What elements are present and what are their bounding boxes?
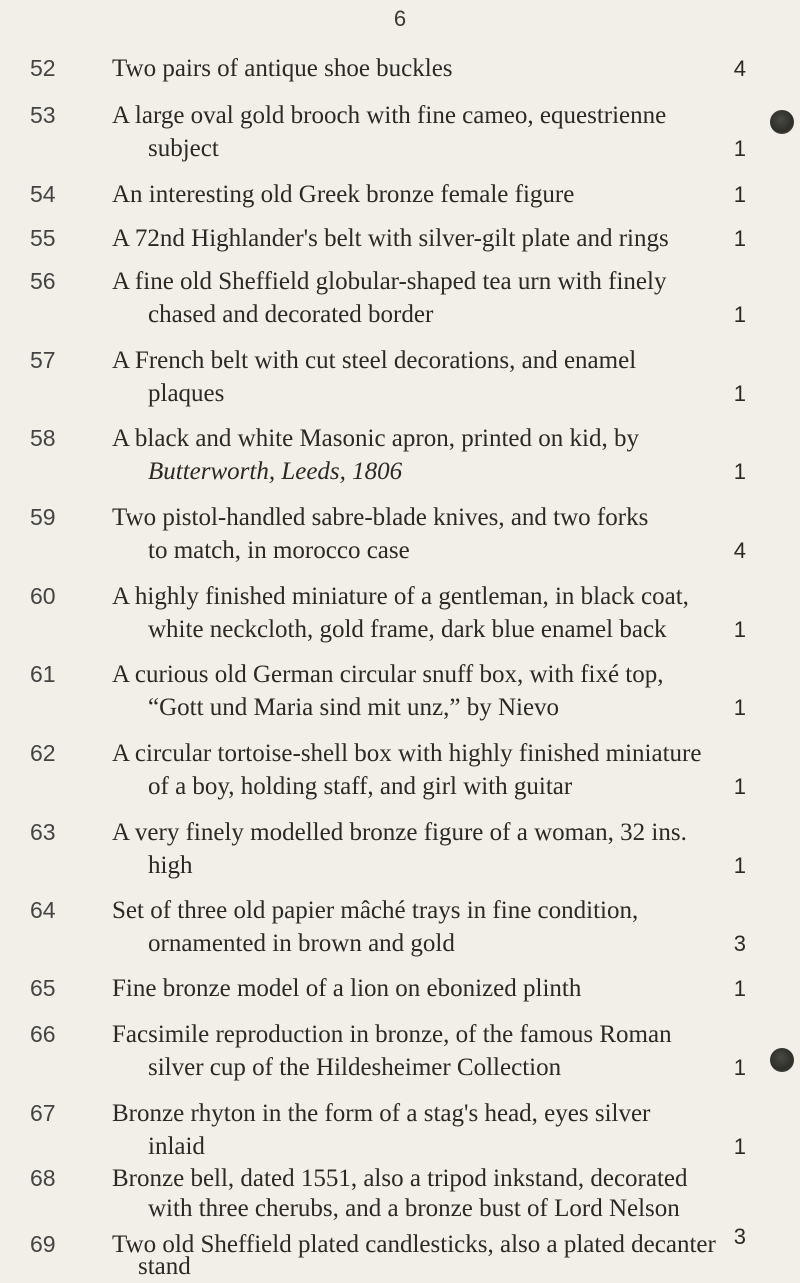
lot-quantity: 1 <box>733 774 746 799</box>
lot-description: A very finely modelled bronze figure of a woman, 32 ins. <box>112 819 687 846</box>
lot-description-continued: inlaid <box>148 1133 205 1160</box>
lot-description: A 72nd Highlander's belt with silver-gilt plate and rings <box>112 225 669 252</box>
lot-description-italic: Butterworth, Leeds, 1806 <box>148 458 403 485</box>
lot-quantity: 1 <box>733 226 746 251</box>
lot-description-continued: subject <box>148 135 219 162</box>
binding-hole <box>770 1048 794 1072</box>
lot-description-continued: of a boy, holding staff, and girl with guitar <box>148 773 573 800</box>
lot-description: A highly finished miniature of a gentleman, in black coat, <box>112 583 689 610</box>
lot-description-continued: white neckcloth, gold frame, dark blue enamel back <box>148 616 667 643</box>
lot-quantity: 1 <box>733 617 746 642</box>
lot-number: 67 <box>30 1100 56 1126</box>
lot-description-continued <box>148 455 752 488</box>
lot-description: Two pistol-handled sabre-blade knives, and two forks <box>112 504 649 531</box>
lot-quantity: 1 <box>733 136 746 161</box>
lot-quantity: 1 <box>733 1055 746 1080</box>
lot-description: Two old Sheffield plated candlesticks, also a plated decanter <box>112 1231 716 1258</box>
lot-description: Fine bronze model of a lion on ebonized plinth <box>112 975 582 1002</box>
lot-description-continued: with three cherubs, and a bronze bust of Lord Nelson <box>148 1195 680 1222</box>
lot-number: 64 <box>30 897 56 923</box>
lot-quantity: 4 <box>733 538 746 563</box>
lot-number: 68 <box>30 1165 56 1191</box>
lot-description: A circular tortoise-shell box with highly finished miniature <box>112 740 702 767</box>
lot-number: 56 <box>30 268 56 294</box>
lot-description-continued: to match, in morocco case <box>148 537 410 564</box>
lot-description: A curious old German circular snuff box, with fixé top, <box>112 661 664 688</box>
lot-number: 62 <box>30 740 56 766</box>
lot-description-continued: plaques <box>148 380 225 407</box>
lot-number: 63 <box>30 819 56 845</box>
lot-description-continued: stand <box>138 1253 191 1280</box>
lot-quantity: 1 <box>733 459 746 484</box>
lot-description-continued: ornamented in brown and gold <box>148 930 455 957</box>
lot-number: 54 <box>30 181 56 207</box>
lot-number: 59 <box>30 504 56 530</box>
lot-description: Facsimile reproduction in bronze, of the famous Roman <box>112 1021 672 1048</box>
lot-number: 66 <box>30 1021 56 1047</box>
lot-quantity: 3 <box>733 1224 746 1249</box>
lot-number: 65 <box>30 975 56 1001</box>
lot-number: 53 <box>30 102 56 128</box>
lot-quantity: 1 <box>733 976 746 1001</box>
lot-description: A large oval gold brooch with fine cameo, equestrienne <box>112 102 667 129</box>
lot-description: A fine old Sheffield globular-shaped tea urn with finely <box>112 268 667 295</box>
lot-description-continued: silver cup of the Hildesheimer Collection <box>148 1054 562 1081</box>
lot-number: 69 <box>30 1231 56 1257</box>
lot-quantity: 1 <box>733 302 746 327</box>
lot-quantity: 3 <box>733 931 746 956</box>
lot-description: Bronze bell, dated 1551, also a tripod inkstand, decorated <box>112 1165 688 1192</box>
lot-number: 57 <box>30 347 56 373</box>
binding-hole <box>770 110 794 134</box>
lot-quantity: 1 <box>733 1134 746 1159</box>
lot-quantity: 4 <box>733 56 746 81</box>
lot-description: Bronze rhyton in the form of a stag's head, eyes silver <box>112 1100 651 1127</box>
lot-quantity: 1 <box>733 381 746 406</box>
lot-quantity: 1 <box>733 695 746 720</box>
lot-description-continued: high <box>148 852 193 879</box>
lot-description: A French belt with cut steel decorations, and enamel <box>112 347 637 374</box>
lot-description: Set of three old papier mâché trays in fine condition, <box>112 897 639 924</box>
lot-description: An interesting old Greek bronze female figure <box>112 181 575 208</box>
lot-description-continued: chased and decorated border <box>148 301 434 328</box>
lot-description: Two pairs of antique shoe buckles <box>112 55 453 82</box>
lot-number: 52 <box>30 55 56 81</box>
page-number: 6 <box>393 6 407 31</box>
lot-number: 61 <box>30 661 56 687</box>
lot-quantity: 1 <box>733 853 746 878</box>
lot-number: 58 <box>30 425 56 451</box>
lot-description: A black and white Masonic apron, printed on kid, by <box>112 425 639 452</box>
lot-description-continued: “Gott und Maria sind mit unz,” by Nievo <box>148 694 560 721</box>
lot-number: 55 <box>30 225 56 251</box>
lot-quantity: 1 <box>733 182 746 207</box>
lot-number: 60 <box>30 583 56 609</box>
